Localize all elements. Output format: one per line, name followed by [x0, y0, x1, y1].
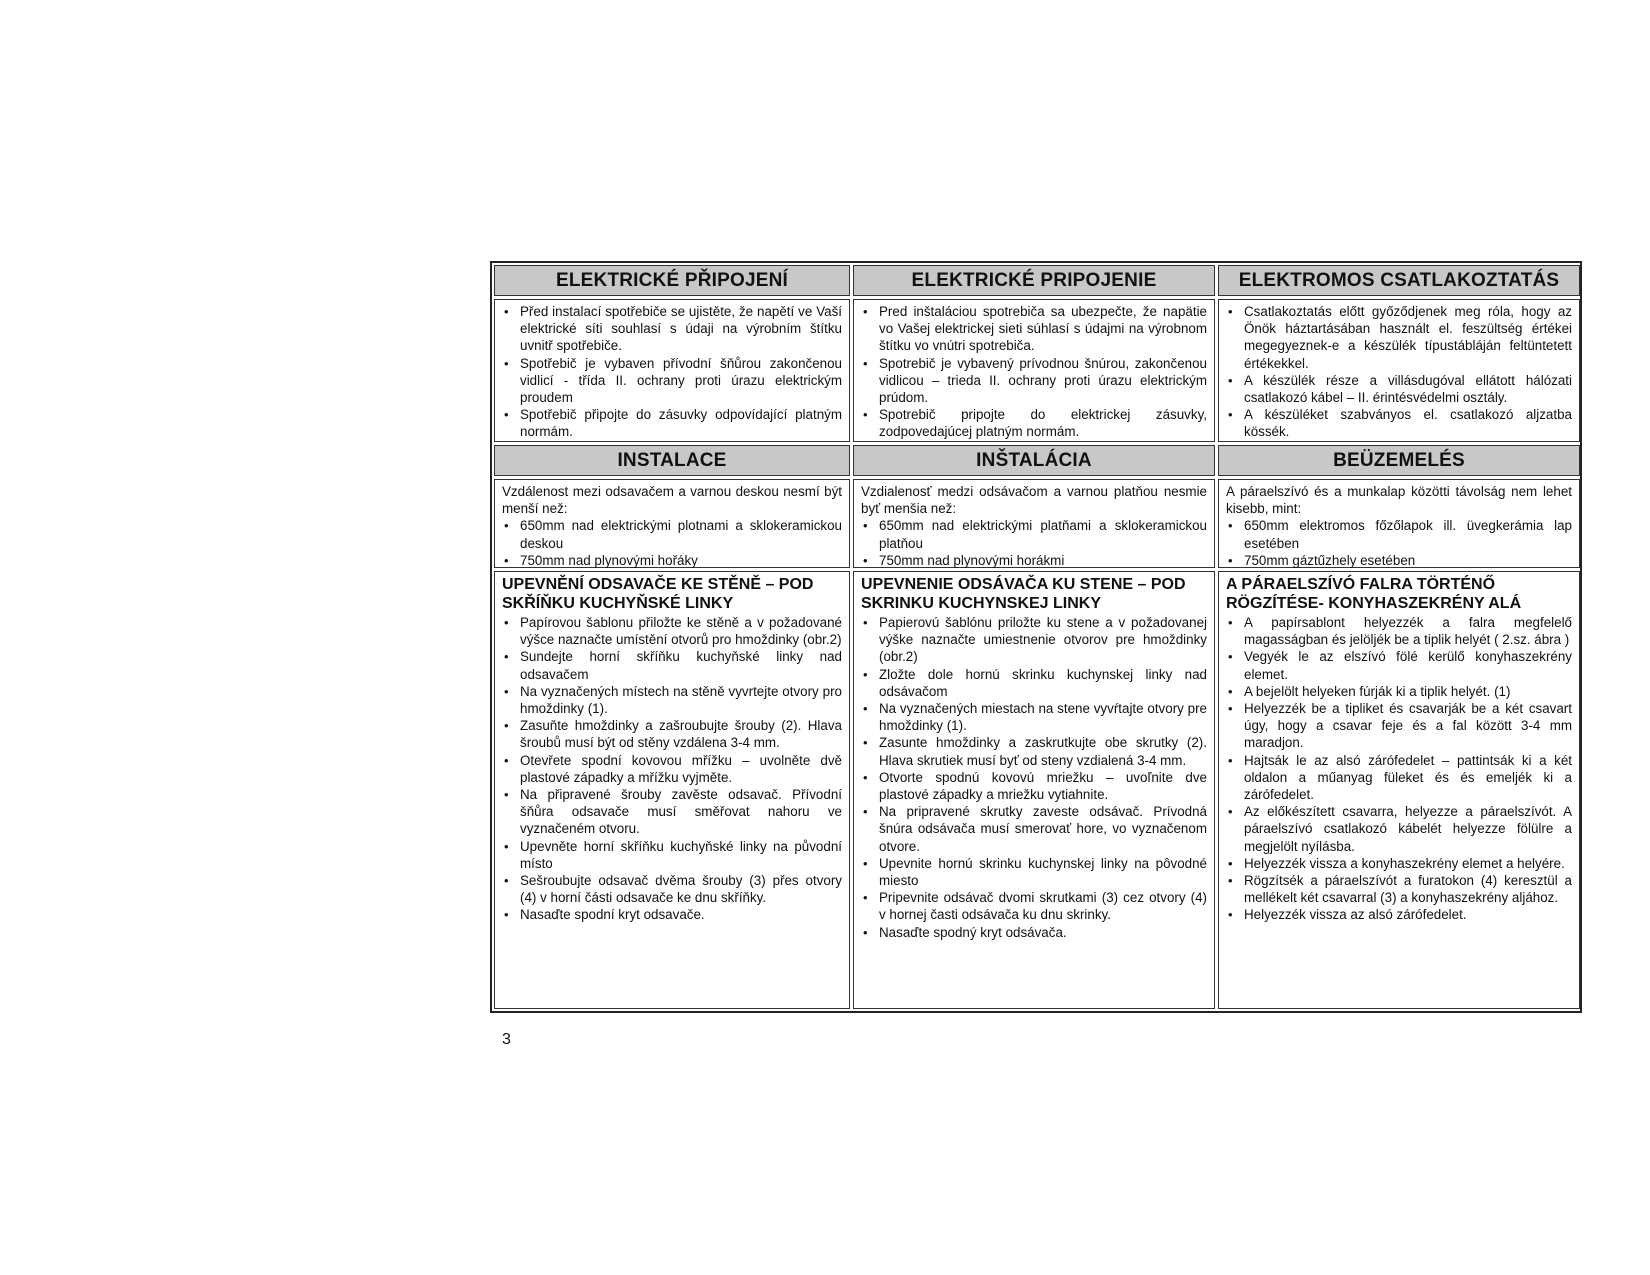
- list-item: • Spotrebič je vybavený prívodnou šnúrou, zakončenou vidlicou – trieda II. ochrany proti úrazu elektrickým prúdom.: [861, 355, 1207, 407]
- list-item: • Sundejte horní skříňku kuchyňské linky nad odsavačem: [502, 648, 842, 682]
- electrical-cz-body: [494, 299, 850, 442]
- installation-intro: Vzdialenosť medzi odsávačom a varnou platňou nesmie byť menšia než:: [861, 484, 1207, 517]
- header-electrical-hu: ELEKTROMOS CSATLAKOZTATÁS: [1218, 265, 1580, 296]
- list-item: • Upevněte horní skříňku kuchyňské linky na původní místo: [502, 838, 842, 872]
- list-item: • Papierovú šablónu priložte ku stene a v požadovanej výške naznačte umiestnenie otvorov pre hmoždinky (obr.2): [861, 614, 1207, 666]
- list-item: • Upevnite hornú skrinku kuchynskej linky na pôvodné miesto: [861, 855, 1207, 889]
- list-item: • Az előkészített csavarra, helyezze a páraelszívót. A páraelszívó csatlakozó kábelét helyezze fölülre a megjelölt nyílásba.: [1226, 803, 1572, 855]
- installation-cz-body: [494, 479, 850, 568]
- list-item: • A készüléket szabványos el. csatlakozó aljzatba kössék.: [1226, 406, 1572, 440]
- list-item: • Sešroubujte odsavač dvěma šrouby (3) přes otvory (4) v horní části odsavače ke dnu skříňky.: [502, 872, 842, 906]
- list-item: • Před instalací spotřebiče se ujistěte, že napětí ve Vaší elektrické síti souhlasí s údaji na výrobním štítku uvnitř spotřebiče.: [502, 303, 842, 355]
- list-item: • A készülék része a villásdugóval ellátott hálózati csatlakozó kábel – II. érintésvédelmi osztály.: [1226, 372, 1572, 406]
- electrical-sk-body: [853, 299, 1215, 442]
- list-item: • Na vyznačených místech na stěně vyvrtejte otvory pro hmoždinky (1).: [502, 683, 842, 717]
- list-item: • A papírsablont helyezzék a falra megfelelő magasságban és jelöljék be a tiplik helyét ( 2.sz. ábra ): [1226, 614, 1572, 648]
- list-item: • 750mm nad plynovými hořáky: [502, 552, 842, 569]
- list-item: • Hajtsák le az alsó zárófedelet – pattintsák ki a két oldalon a műanyag füleket és és emeljék ki a zárófedelet.: [1226, 752, 1572, 804]
- list-item: • 750mm nad plynovými horákmi: [861, 552, 1207, 569]
- mounting-title-cz: UPEVNĚNÍ ODSAVAČE KE STĚNĚ – POD SKŘÍŇKU KUCHYŇSKÉ LINKY: [502, 576, 814, 612]
- list-item: • Helyezzék vissza a konyhaszekrény elemet a helyére.: [1226, 855, 1572, 872]
- mounting-cz-body: [494, 571, 850, 1009]
- installation-intro: A páraelszívó és a munkalap közötti távolság nem lehet kisebb, mint:: [1226, 484, 1572, 517]
- header-installation-sk: INŠTALÁCIA: [853, 445, 1215, 476]
- list-item: • 650mm elektromos főzőlapok ill. üvegkerámia lap esetében: [1226, 517, 1572, 551]
- mounting-title-sk: UPEVNENIE ODSÁVAČA KU STENE – POD SKRINKU KUCHYNSKEJ LINKY: [861, 576, 1186, 612]
- list-item: • Helyezzék vissza az alsó zárófedelet.: [1226, 906, 1572, 923]
- list-item: • Nasaďte spodní kryt odsavače.: [502, 906, 842, 923]
- list-item: • Rögzítsék a páraelszívót a furatokon (4) keresztül a mellékelt két csavarral (3) a konyhaszekrény aljához.: [1226, 872, 1572, 906]
- list-item: • 650mm nad elektrickými platňami a sklokeramickou platňou: [861, 517, 1207, 551]
- installation-intro: Vzdálenost mezi odsavačem a varnou deskou nesmí být menší než:: [502, 484, 842, 517]
- header-installation-hu: BEÜZEMELÉS: [1218, 445, 1580, 476]
- installation-hu-body: [1218, 479, 1580, 568]
- page-number: 3: [502, 1031, 511, 1048]
- list-item: • Spotřebič je vybaven přívodní šňůrou zakončenou vidlicí - třída II. ochrany proti úrazu elektrickým proudem: [502, 355, 842, 407]
- list-item: • Csatlakoztatás előtt győződjenek meg róla, hogy az Önök háztartásában használt el. feszültség értékei megegyeznek-e a készülék típustábláján feltüntetett értékekkel.: [1226, 303, 1572, 372]
- list-item: • Na připravené šrouby zavěste odsavač. Přívodní šňůra odsavače musí směřovat nahoru ve vyznačeném otvoru.: [502, 786, 842, 838]
- list-item: • Vegyék le az elszívó fölé kerülő konyhaszekrény elemet.: [1226, 648, 1572, 682]
- electrical-hu-body: [1218, 299, 1580, 442]
- list-item: • Otevřete spodní kovovou mřížku – uvolněte dvě plastové západky a mřížku vyjměte.: [502, 752, 842, 786]
- installation-sk-body: [853, 479, 1215, 568]
- list-item: • Zložte dole hornú skrinku kuchynskej linky nad odsávačom: [861, 666, 1207, 700]
- header-installation-cz: INSTALACE: [494, 445, 850, 476]
- list-item: • Zasunte hmoždinky a zaskrutkujte obe skrutky (2). Hlava skrutiek musí byť od steny vzdialená 3-4 mm.: [861, 734, 1207, 768]
- header-electrical-cz: ELEKTRICKÉ PŘIPOJENÍ: [494, 265, 850, 296]
- list-item: • Papírovou šablonu přiložte ke stěně a v požadované výšce naznačte umístění otvorů pro hmoždinky (obr.2): [502, 614, 842, 648]
- list-item: • Pripevnite odsávač dvomi skrutkami (3) cez otvory (4) v hornej časti odsávača ku dnu skrinky.: [861, 889, 1207, 923]
- list-item: • A bejelölt helyeken fúrják ki a tiplik helyét. (1): [1226, 683, 1572, 700]
- list-item: • 750mm gáztűzhely esetében: [1226, 552, 1572, 569]
- list-item: • Na pripravené skrutky zaveste odsávač. Prívodná šnúra odsávača musí smerovať hore, vo vyznačenom otvore.: [861, 803, 1207, 855]
- list-item: • Helyezzék be a tipliket és csavarják be a két csavart úgy, hogy a csavar feje és a fal között 3-4 mm maradjon.: [1226, 700, 1572, 752]
- list-item: • Pred inštaláciou spotrebiča sa ubezpečte, že napätie vo Vašej elektrickej sieti súhlasí s údajmi na výrobnom štítku vo vnútri spotrebiča.: [861, 303, 1207, 355]
- mounting-title-hu: A PÁRAELSZÍVÓ FALRA TÖRTÉNŐ RÖGZÍTÉSE- KONYHASZEKRÉNY ALÁ: [1226, 576, 1522, 612]
- header-electrical-sk: ELEKTRICKÉ PRIPOJENIE: [853, 265, 1215, 296]
- list-item: • Spotrebič pripojte do elektrickej zásuvky, zodpovedajúcej platným normám.: [861, 406, 1207, 440]
- mounting-sk-body: [853, 571, 1215, 1009]
- list-item: • Zasuňte hmoždinky a zašroubujte šrouby (2). Hlava šroubů musí být od stěny vzdálena 3-4 mm.: [502, 717, 842, 751]
- list-item: • Na vyznačených miestach na stene vyvŕtajte otvory pre hmoždinky (1).: [861, 700, 1207, 734]
- instruction-table: [490, 261, 1582, 1013]
- mounting-hu-body: [1218, 571, 1580, 1009]
- list-item: • 650mm nad elektrickými plotnami a sklokeramickou deskou: [502, 517, 842, 551]
- list-item: • Nasaďte spodný kryt odsávača.: [861, 924, 1207, 941]
- list-item: • Spotřebič připojte do zásuvky odpovídající platným normám.: [502, 406, 842, 440]
- list-item: • Otvorte spodnú kovovú mriežku – uvoľnite dve plastové západky a mriežku vytiahnite.: [861, 769, 1207, 803]
